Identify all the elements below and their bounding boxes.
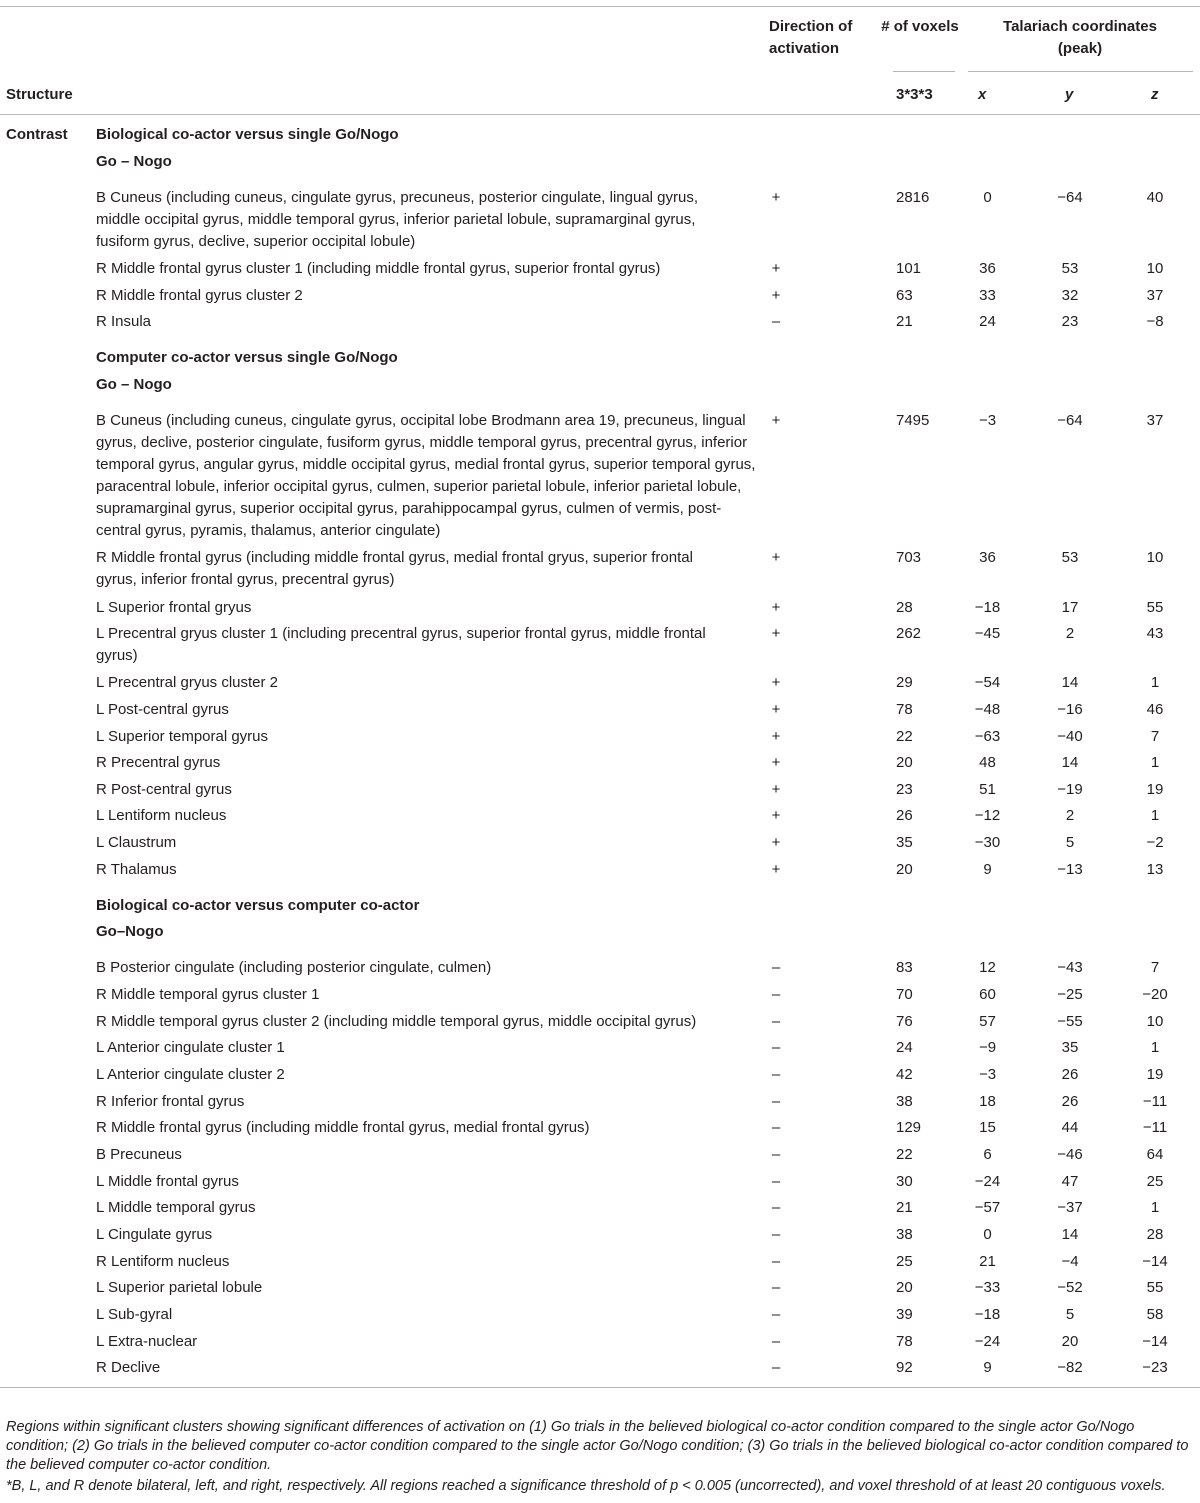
voxel-size-header: 3*3*3 bbox=[896, 86, 933, 103]
y-coord-cell: −82 bbox=[1057, 1359, 1083, 1376]
voxels-cell: 70 bbox=[896, 986, 913, 1003]
structure-cell: L Precentral gryus cluster 2 bbox=[96, 674, 279, 691]
direction-cell: + bbox=[771, 834, 781, 851]
voxels-cell: 22 bbox=[896, 1146, 913, 1163]
direction-cell: – bbox=[771, 1253, 781, 1270]
y-coord-cell: 2 bbox=[1065, 625, 1075, 642]
voxels-cell: 78 bbox=[896, 1333, 913, 1350]
x-coord-cell: −3 bbox=[978, 412, 997, 429]
z-coord-cell: 1 bbox=[1150, 807, 1160, 824]
x-coord-cell: −48 bbox=[974, 701, 1001, 718]
direction-cell: – bbox=[771, 1146, 781, 1163]
z-coord-cell: −8 bbox=[1146, 313, 1164, 330]
voxels-subrule bbox=[893, 71, 955, 72]
x-header: x bbox=[978, 86, 987, 103]
voxels-header: # of voxels bbox=[881, 18, 959, 35]
direction-cell: + bbox=[771, 549, 781, 566]
direction-cell: + bbox=[771, 754, 781, 771]
structure-cell: R Inferior frontal gyrus bbox=[96, 1093, 245, 1110]
y-coord-cell: −43 bbox=[1057, 959, 1083, 976]
direction-cell: – bbox=[771, 1013, 781, 1030]
y-coord-cell: 17 bbox=[1061, 599, 1079, 616]
z-coord-cell: 64 bbox=[1146, 1146, 1164, 1163]
x-coord-cell: −33 bbox=[974, 1279, 1001, 1296]
structure-cell: R Declive bbox=[96, 1359, 161, 1376]
y-header: y bbox=[1065, 86, 1074, 103]
direction-cell: – bbox=[771, 1279, 781, 1296]
z-coord-cell: 7 bbox=[1150, 959, 1160, 976]
structure-cell: L Superior temporal gyrus bbox=[96, 728, 269, 745]
y-coord-cell: 26 bbox=[1061, 1093, 1079, 1110]
y-coord-cell: −40 bbox=[1057, 728, 1083, 745]
y-coord-cell: −64 bbox=[1057, 189, 1083, 206]
y-coord-cell: 23 bbox=[1061, 313, 1079, 330]
structure-cell: L Post-central gyrus bbox=[96, 701, 229, 718]
x-coord-cell: 60 bbox=[979, 986, 996, 1003]
x-coord-cell: 0 bbox=[983, 189, 992, 206]
y-coord-cell: 20 bbox=[1061, 1333, 1079, 1350]
voxels-cell: 26 bbox=[896, 807, 913, 824]
z-coord-cell: 58 bbox=[1146, 1306, 1164, 1323]
voxels-cell: 30 bbox=[896, 1173, 913, 1190]
structure-cell: R Insula bbox=[96, 313, 152, 330]
voxels-cell: 35 bbox=[896, 834, 913, 851]
z-coord-cell: 46 bbox=[1146, 701, 1164, 718]
z-coord-cell: −2 bbox=[1146, 834, 1164, 851]
voxels-cell: 23 bbox=[896, 781, 913, 798]
x-coord-cell: 21 bbox=[979, 1253, 996, 1270]
y-coord-cell: 5 bbox=[1065, 1306, 1075, 1323]
z-coord-cell: −20 bbox=[1142, 986, 1168, 1003]
direction-cell: + bbox=[771, 599, 781, 616]
x-coord-cell: −12 bbox=[974, 807, 1001, 824]
voxels-cell: 101 bbox=[896, 260, 922, 277]
x-coord-cell: 15 bbox=[979, 1119, 996, 1136]
y-coord-cell: −13 bbox=[1057, 861, 1083, 878]
voxels-cell: 24 bbox=[896, 1039, 913, 1056]
x-coord-cell: −63 bbox=[974, 728, 1001, 745]
structure-cell: R Middle frontal gyrus (including middle frontal gyrus, medial frontal gyrus) bbox=[96, 1119, 590, 1136]
direction-cell: + bbox=[771, 807, 781, 824]
z-coord-cell: 25 bbox=[1146, 1173, 1164, 1190]
y-coord-cell: −25 bbox=[1057, 986, 1083, 1003]
z-coord-cell: 55 bbox=[1146, 599, 1164, 616]
voxels-cell: 2816 bbox=[896, 189, 930, 206]
voxels-cell: 129 bbox=[896, 1119, 922, 1136]
direction-cell: – bbox=[771, 1039, 781, 1056]
header-bottom-rule bbox=[0, 114, 1200, 115]
structure-cell: L Claustrum bbox=[96, 834, 177, 851]
structure-cell: L Middle temporal gyrus bbox=[96, 1199, 256, 1216]
x-coord-cell: 48 bbox=[979, 754, 996, 771]
section-title: Biological co-actor versus single Go/Nogo bbox=[96, 126, 399, 143]
voxels-cell: 21 bbox=[896, 313, 913, 330]
direction-cell: – bbox=[771, 1226, 781, 1243]
z-coord-cell: 1 bbox=[1150, 674, 1160, 691]
section-subtitle: Go–Nogo bbox=[96, 923, 164, 940]
x-coord-cell: 0 bbox=[983, 1226, 992, 1243]
y-coord-cell: −37 bbox=[1057, 1199, 1083, 1216]
x-coord-cell: 9 bbox=[983, 861, 992, 878]
structure-cell: R Thalamus bbox=[96, 861, 177, 878]
x-coord-cell: 9 bbox=[983, 1359, 992, 1376]
x-coord-cell: −45 bbox=[974, 625, 1001, 642]
z-coord-cell: 1 bbox=[1150, 754, 1160, 771]
z-coord-cell: 19 bbox=[1146, 781, 1164, 798]
voxels-cell: 20 bbox=[896, 1279, 913, 1296]
y-coord-cell: −46 bbox=[1057, 1146, 1083, 1163]
x-coord-cell: −30 bbox=[974, 834, 1001, 851]
direction-cell: + bbox=[771, 189, 781, 206]
direction-cell: – bbox=[771, 1359, 781, 1376]
y-coord-cell: 14 bbox=[1061, 674, 1079, 691]
direction-cell: + bbox=[771, 287, 781, 304]
direction-cell: – bbox=[771, 959, 781, 976]
x-coord-cell: −24 bbox=[974, 1173, 1001, 1190]
voxels-cell: 20 bbox=[896, 754, 913, 771]
y-coord-cell: 14 bbox=[1061, 1226, 1079, 1243]
structure-cell: B Precuneus bbox=[96, 1146, 182, 1163]
structure-cell: B Cuneus (including cuneus, cingulate gyrus, occipital lobe Brodmann area 19, precuneus, lingual gyrus, declive, posterior cingulate, fusiform gyrus, middle temporal gyrus, precentral gyrus, inferior temporal gyrus, angular gyrus, middle occipital gyrus, medial frontal gyrus, superior temporal gyrus, paracentral lobule, inferior occipital gyrus, culmen, superior parietal lobule, inferior parietal lobule, supramarginal gyrus, superior occipital gyrus, parahippocampal gyrus, culmen of vermis, post-central gyrus, pyramis, thalamus, anterior cingulate) bbox=[96, 412, 756, 539]
voxels-cell: 29 bbox=[896, 674, 913, 691]
section-title: Computer co-actor versus single Go/Nogo bbox=[96, 349, 398, 366]
talairach-header: Talariach coordinates (peak) bbox=[1003, 18, 1157, 57]
structure-cell: R Middle frontal gyrus cluster 1 (including middle frontal gyrus, superior frontal gyrus) bbox=[96, 260, 661, 277]
x-coord-cell: −9 bbox=[978, 1039, 997, 1056]
voxels-cell: 83 bbox=[896, 959, 913, 976]
z-coord-cell: 1 bbox=[1150, 1039, 1160, 1056]
voxels-cell: 262 bbox=[896, 625, 922, 642]
structure-cell: R Middle frontal gyrus (including middle frontal gyrus, medial frontal gryus, superior frontal gyrus, inferior frontal gyrus, precentral gyrus) bbox=[96, 549, 693, 588]
y-coord-cell: −55 bbox=[1057, 1013, 1083, 1030]
voxels-cell: 42 bbox=[896, 1066, 913, 1083]
z-coord-cell: 7 bbox=[1150, 728, 1160, 745]
z-coord-cell: −11 bbox=[1142, 1093, 1168, 1110]
direction-cell: – bbox=[771, 1119, 781, 1136]
voxels-cell: 20 bbox=[896, 861, 913, 878]
y-coord-cell: 26 bbox=[1061, 1066, 1079, 1083]
structure-cell: R Lentiform nucleus bbox=[96, 1253, 230, 1270]
z-coord-cell: 37 bbox=[1146, 412, 1164, 429]
direction-cell: – bbox=[771, 1066, 781, 1083]
x-coord-cell: −18 bbox=[974, 599, 1001, 616]
x-coord-cell: 51 bbox=[979, 781, 996, 798]
z-coord-cell: 10 bbox=[1146, 549, 1164, 566]
structure-cell: L Cingulate gyrus bbox=[96, 1226, 213, 1243]
z-coord-cell: 10 bbox=[1146, 1013, 1164, 1030]
direction-header: Direction of activation bbox=[769, 18, 853, 57]
y-coord-cell: 53 bbox=[1061, 260, 1079, 277]
direction-cell: + bbox=[771, 861, 781, 878]
structure-cell: L Anterior cingulate cluster 1 bbox=[96, 1039, 285, 1056]
direction-cell: + bbox=[771, 781, 781, 798]
x-coord-cell: −57 bbox=[974, 1199, 1001, 1216]
structure-cell: R Precentral gyrus bbox=[96, 754, 221, 771]
x-coord-cell: 57 bbox=[979, 1013, 996, 1030]
y-coord-cell: −19 bbox=[1057, 781, 1083, 798]
structure-cell: L Middle frontal gyrus bbox=[96, 1173, 239, 1190]
x-coord-cell: 12 bbox=[979, 959, 996, 976]
z-header: z bbox=[1151, 86, 1159, 103]
x-coord-cell: 6 bbox=[983, 1146, 992, 1163]
z-coord-cell: 55 bbox=[1146, 1279, 1164, 1296]
structure-cell: L Anterior cingulate cluster 2 bbox=[96, 1066, 285, 1083]
y-coord-cell: 14 bbox=[1061, 754, 1079, 771]
y-coord-cell: 53 bbox=[1061, 549, 1079, 566]
structure-cell: L Precentral gryus cluster 1 (including precentral gyrus, superior frontal gyrus, middle frontal gyrus) bbox=[96, 625, 706, 664]
z-coord-cell: −23 bbox=[1142, 1359, 1168, 1376]
z-coord-cell: −14 bbox=[1142, 1253, 1168, 1270]
direction-cell: – bbox=[771, 1093, 781, 1110]
voxels-cell: 25 bbox=[896, 1253, 913, 1270]
talairach-subrule bbox=[968, 71, 1193, 72]
y-coord-cell: −4 bbox=[1061, 1253, 1079, 1270]
z-coord-cell: 28 bbox=[1146, 1226, 1164, 1243]
voxels-cell: 7495 bbox=[896, 412, 930, 429]
structure-header: Structure bbox=[6, 86, 73, 103]
direction-cell: – bbox=[771, 1199, 781, 1216]
structure-cell: R Middle frontal gyrus cluster 2 bbox=[96, 287, 303, 304]
direction-cell: + bbox=[771, 625, 781, 642]
voxels-cell: 22 bbox=[896, 728, 913, 745]
x-coord-cell: 36 bbox=[979, 549, 996, 566]
y-coord-cell: 5 bbox=[1065, 834, 1075, 851]
direction-cell: – bbox=[771, 1333, 781, 1350]
direction-cell: + bbox=[771, 728, 781, 745]
z-coord-cell: −14 bbox=[1142, 1333, 1168, 1350]
z-coord-cell: −11 bbox=[1142, 1119, 1168, 1136]
structure-cell: B Posterior cingulate (including posterior cingulate, culmen) bbox=[96, 959, 492, 976]
direction-cell: – bbox=[771, 986, 781, 1003]
direction-cell: + bbox=[771, 260, 781, 277]
direction-cell: – bbox=[771, 313, 781, 330]
y-coord-cell: −52 bbox=[1057, 1279, 1083, 1296]
structure-cell: L Superior frontal gryus bbox=[96, 599, 252, 616]
voxels-cell: 78 bbox=[896, 701, 913, 718]
z-coord-cell: 43 bbox=[1146, 625, 1164, 642]
structure-cell: R Middle temporal gyrus cluster 2 (including middle temporal gyrus, middle occipital gyrus) bbox=[96, 1013, 697, 1030]
structure-cell: R Middle temporal gyrus cluster 1 bbox=[96, 986, 320, 1003]
z-coord-cell: 37 bbox=[1146, 287, 1164, 304]
voxels-cell: 92 bbox=[896, 1359, 913, 1376]
structure-cell: L Extra-nuclear bbox=[96, 1333, 198, 1350]
y-coord-cell: −64 bbox=[1057, 412, 1083, 429]
contrast-label: Contrast bbox=[6, 126, 68, 143]
section-subtitle: Go – Nogo bbox=[96, 376, 172, 393]
y-coord-cell: 47 bbox=[1061, 1173, 1079, 1190]
x-coord-cell: −3 bbox=[978, 1066, 997, 1083]
structure-cell: R Post-central gyrus bbox=[96, 781, 232, 798]
section-subtitle: Go – Nogo bbox=[96, 153, 172, 170]
direction-cell: – bbox=[771, 1306, 781, 1323]
x-coord-cell: −54 bbox=[974, 674, 1001, 691]
voxels-cell: 38 bbox=[896, 1093, 913, 1110]
voxels-cell: 21 bbox=[896, 1199, 913, 1216]
y-coord-cell: 35 bbox=[1061, 1039, 1079, 1056]
bottom-rule bbox=[0, 1387, 1200, 1388]
voxels-cell: 38 bbox=[896, 1226, 913, 1243]
direction-cell: – bbox=[771, 1173, 781, 1190]
section-title: Biological co-actor versus computer co-actor bbox=[96, 897, 420, 914]
direction-cell: + bbox=[771, 412, 781, 429]
x-coord-cell: −24 bbox=[974, 1333, 1001, 1350]
z-coord-cell: 19 bbox=[1146, 1066, 1164, 1083]
z-coord-cell: 10 bbox=[1146, 260, 1164, 277]
voxels-cell: 63 bbox=[896, 287, 913, 304]
z-coord-cell: 1 bbox=[1150, 1199, 1160, 1216]
y-coord-cell: 2 bbox=[1065, 807, 1075, 824]
x-coord-cell: 33 bbox=[979, 287, 996, 304]
voxels-cell: 39 bbox=[896, 1306, 913, 1323]
x-coord-cell: 36 bbox=[979, 260, 996, 277]
y-coord-cell: 32 bbox=[1061, 287, 1079, 304]
voxels-cell: 28 bbox=[896, 599, 913, 616]
z-coord-cell: 13 bbox=[1146, 861, 1164, 878]
direction-cell: + bbox=[771, 674, 781, 691]
table-notes bbox=[6, 1418, 1196, 1496]
structure-cell: L Sub-gyral bbox=[96, 1306, 173, 1323]
structure-cell: L Superior parietal lobule bbox=[96, 1279, 263, 1296]
voxels-cell: 703 bbox=[896, 549, 922, 566]
table-footnote: *B, L, and R denote bilateral, left, and right, respectively. All regions reached a significance threshold of p < 0.005 (uncorrected), and voxel threshold of at least 20 contiguous voxels. bbox=[6, 1478, 1166, 1494]
voxels-cell: 76 bbox=[896, 1013, 913, 1030]
direction-cell: + bbox=[771, 701, 781, 718]
x-coord-cell: −18 bbox=[974, 1306, 1001, 1323]
table-caption: Regions within significant clusters showing significant differences of activation on (1) Go trials in the believed biological co-actor condition compared to the single actor Go/Nogo condition; (2) Go trials in the believed computer co-actor condition compared to the single actor Go/Nogo condition; (3) Go trials in the believed biological co-actor condition compared to the believed computer co-actor condition. bbox=[6, 1419, 1189, 1473]
structure-cell: B Cuneus (including cuneus, cingulate gyrus, precuneus, posterior cingulate, lingual gyrus, middle occipital gyrus, middle temporal gyrus, inferior parietal lobule, supramarginal gyrus, fusiform gyrus, declive, superior occipital lobule) bbox=[96, 189, 699, 250]
y-coord-cell: −16 bbox=[1057, 701, 1083, 718]
top-rule bbox=[0, 6, 1200, 7]
x-coord-cell: 24 bbox=[979, 313, 996, 330]
x-coord-cell: 18 bbox=[979, 1093, 996, 1110]
z-coord-cell: 40 bbox=[1146, 189, 1164, 206]
structure-cell: L Lentiform nucleus bbox=[96, 807, 227, 824]
y-coord-cell: 44 bbox=[1061, 1119, 1079, 1136]
